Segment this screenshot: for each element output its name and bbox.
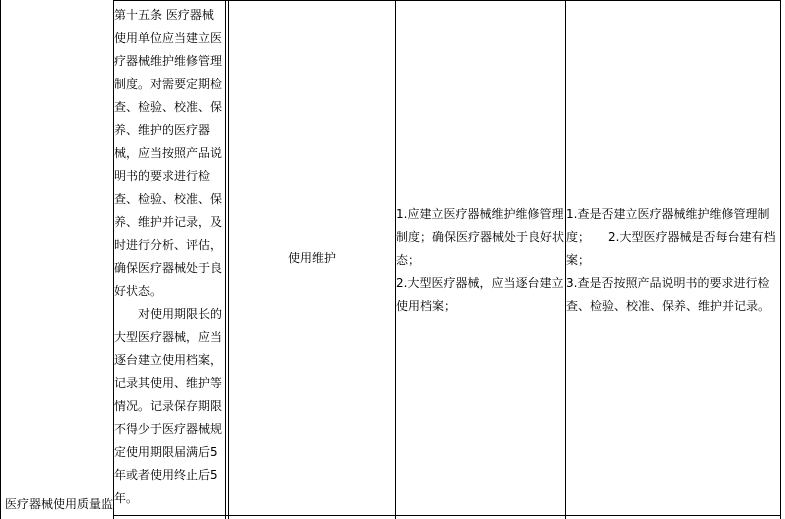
- article-line: 逐台建立使用档案，: [114, 353, 223, 367]
- cell-check: [566, 203, 780, 323]
- cell-category: [1, 0, 113, 519]
- article-line: 时进行分析、评估，: [114, 238, 223, 252]
- table-border-right: [780, 0, 781, 519]
- check-line: 3.查是否按照产品说明书的要求进行检: [566, 276, 770, 290]
- article-line: 查、检验、校准、保: [114, 100, 223, 114]
- category-text: 医疗器械使用质量监: [5, 497, 113, 511]
- article-line: 对使用期限长的: [114, 307, 223, 321]
- article-line: 定使用期限届满后5: [114, 445, 218, 459]
- article-line: 明书的要求进行检: [114, 169, 211, 183]
- article-line: 记录其使用、维护等: [114, 376, 223, 390]
- check-line: 案；: [566, 253, 591, 267]
- cell-article: [114, 4, 225, 516]
- article-line: 使用单位应当建立医: [114, 31, 223, 45]
- cell-item: [229, 0, 395, 515]
- article-line: 好状态。: [114, 284, 163, 298]
- article-line: 疗器械维护维修管理: [114, 54, 223, 68]
- article-line: 大型医疗器械，应当: [114, 330, 223, 344]
- table-border-col2a: [225, 0, 226, 519]
- article-line: 械，应当按照产品说: [114, 146, 223, 160]
- article-line: 情况。记录保存期限: [114, 399, 223, 413]
- article-line: 查、检验、校准、保: [114, 192, 223, 206]
- requirement-line: 1.应建立医疗器械维护维修管理: [396, 207, 564, 221]
- article-line: 确保医疗器械处于良: [114, 261, 223, 275]
- requirement-line: 2.大型医疗器械，应当逐台建立: [396, 276, 564, 290]
- table-border-top: [113, 0, 781, 1]
- article-line: 制度。对需要定期检: [114, 77, 223, 91]
- article-line: 养、维护并记录，及: [114, 215, 223, 229]
- check-line: 1.查是否建立医疗器械维护维修管理制: [566, 207, 770, 221]
- check-line: 度； 2.大型医疗器械是否每台建有档: [566, 230, 776, 244]
- item-text: 使用维护: [287, 251, 336, 265]
- requirement-line: 使用档案；: [396, 299, 457, 313]
- article-line: 第十五条 医疗器械: [114, 8, 214, 22]
- cell-requirements: [396, 203, 565, 323]
- article-line: 养、维护的医疗器: [114, 123, 211, 137]
- article-line: 不得少于医疗器械规: [114, 422, 223, 436]
- requirement-line: 制度；确保医疗器械处于良好状: [396, 230, 565, 244]
- check-line: 查、检验、校准、保养、维护并记录。: [566, 299, 771, 313]
- article-line: 年或者使用终止后5: [114, 468, 218, 482]
- article-line: 年。: [114, 491, 139, 505]
- requirement-line: 态；: [396, 253, 421, 267]
